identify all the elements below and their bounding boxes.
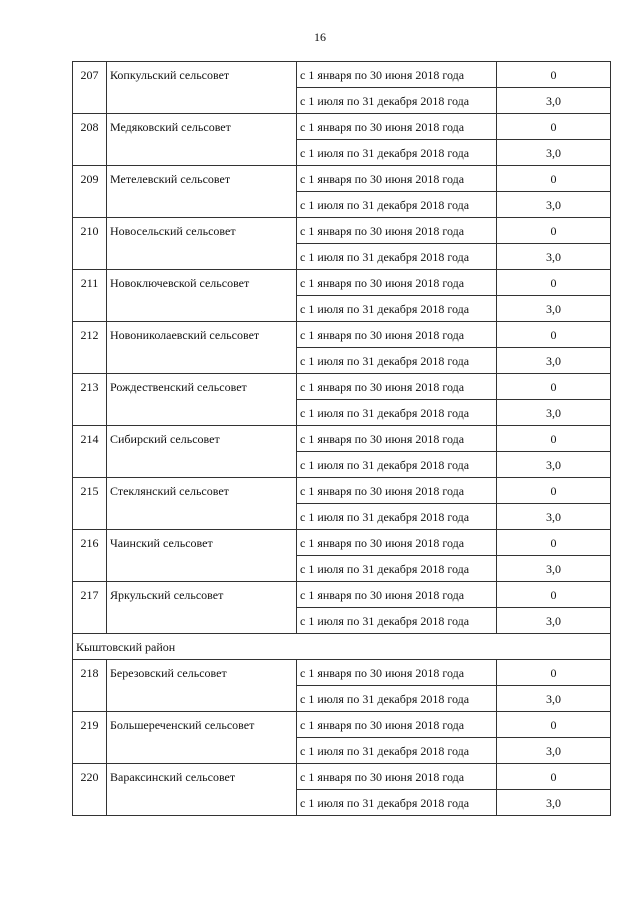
row-number: 214 bbox=[73, 426, 107, 478]
rate-cell: 0 bbox=[497, 660, 611, 686]
rate-cell: 0 bbox=[497, 322, 611, 348]
table-row bbox=[73, 478, 611, 504]
rate-cell: 0 bbox=[497, 478, 611, 504]
period-cell: с 1 июля по 31 декабря 2018 года bbox=[297, 244, 497, 270]
rate-cell: 3,0 bbox=[497, 556, 611, 582]
period-cell: с 1 июля по 31 декабря 2018 года bbox=[297, 88, 497, 114]
district-header-row bbox=[73, 634, 611, 660]
row-number: 217 bbox=[73, 582, 107, 634]
municipality-name: Чаинский сельсовет bbox=[107, 530, 297, 582]
table-row bbox=[73, 218, 611, 244]
municipality-name: Новосельский сельсовет bbox=[107, 218, 297, 270]
rate-cell: 3,0 bbox=[497, 192, 611, 218]
municipality-name: Большереченский сельсовет bbox=[107, 712, 297, 764]
row-number: 212 bbox=[73, 322, 107, 374]
table-row bbox=[73, 62, 611, 88]
period-cell: с 1 января по 30 июня 2018 года bbox=[297, 270, 497, 296]
municipality-name: Метелевский сельсовет bbox=[107, 166, 297, 218]
period-cell: с 1 июля по 31 декабря 2018 года bbox=[297, 296, 497, 322]
period-cell: с 1 июля по 31 декабря 2018 года bbox=[297, 400, 497, 426]
rate-cell: 0 bbox=[497, 166, 611, 192]
rate-cell: 3,0 bbox=[497, 686, 611, 712]
rate-cell: 0 bbox=[497, 270, 611, 296]
table-row bbox=[73, 660, 611, 686]
rates-table bbox=[72, 61, 611, 816]
period-cell: с 1 января по 30 июня 2018 года bbox=[297, 582, 497, 608]
period-cell: с 1 января по 30 июня 2018 года bbox=[297, 530, 497, 556]
period-cell: с 1 января по 30 июня 2018 года bbox=[297, 218, 497, 244]
rate-cell: 3,0 bbox=[497, 296, 611, 322]
municipality-name: Вараксинский сельсовет bbox=[107, 764, 297, 816]
table-row bbox=[73, 530, 611, 556]
table-row bbox=[73, 114, 611, 140]
period-cell: с 1 января по 30 июня 2018 года bbox=[297, 478, 497, 504]
rate-cell: 0 bbox=[497, 530, 611, 556]
period-cell: с 1 июля по 31 декабря 2018 года bbox=[297, 686, 497, 712]
row-number: 218 bbox=[73, 660, 107, 712]
municipality-name: Стеклянский сельсовет bbox=[107, 478, 297, 530]
period-cell: с 1 января по 30 июня 2018 года bbox=[297, 426, 497, 452]
rate-cell: 3,0 bbox=[497, 88, 611, 114]
rate-cell: 0 bbox=[497, 764, 611, 790]
rate-cell: 3,0 bbox=[497, 452, 611, 478]
row-number: 208 bbox=[73, 114, 107, 166]
rate-cell: 0 bbox=[497, 218, 611, 244]
rate-cell: 3,0 bbox=[497, 790, 611, 816]
table-row bbox=[73, 764, 611, 790]
period-cell: с 1 января по 30 июня 2018 года bbox=[297, 764, 497, 790]
period-cell: с 1 января по 30 июня 2018 года bbox=[297, 660, 497, 686]
rate-cell: 3,0 bbox=[497, 140, 611, 166]
municipality-name: Рождественский сельсовет bbox=[107, 374, 297, 426]
rates-table-body bbox=[73, 62, 611, 816]
municipality-name: Новоключевской сельсовет bbox=[107, 270, 297, 322]
period-cell: с 1 января по 30 июня 2018 года bbox=[297, 322, 497, 348]
municipality-name: Березовский сельсовет bbox=[107, 660, 297, 712]
rate-cell: 3,0 bbox=[497, 400, 611, 426]
table-row bbox=[73, 374, 611, 400]
row-number: 210 bbox=[73, 218, 107, 270]
rate-cell: 0 bbox=[497, 426, 611, 452]
table-row bbox=[73, 426, 611, 452]
page-number: 16 bbox=[314, 30, 326, 44]
rate-cell: 3,0 bbox=[497, 608, 611, 634]
period-cell: с 1 июля по 31 декабря 2018 года bbox=[297, 192, 497, 218]
rate-cell: 3,0 bbox=[497, 504, 611, 530]
period-cell: с 1 января по 30 июня 2018 года bbox=[297, 374, 497, 400]
municipality-name: Сибирский сельсовет bbox=[107, 426, 297, 478]
period-cell: с 1 июля по 31 декабря 2018 года bbox=[297, 608, 497, 634]
rate-cell: 0 bbox=[497, 114, 611, 140]
rate-cell: 3,0 bbox=[497, 348, 611, 374]
table-row bbox=[73, 582, 611, 608]
period-cell: с 1 января по 30 июня 2018 года bbox=[297, 712, 497, 738]
period-cell: с 1 июля по 31 декабря 2018 года bbox=[297, 140, 497, 166]
table-row bbox=[73, 322, 611, 348]
rate-cell: 0 bbox=[497, 712, 611, 738]
district-name: Кыштовский район bbox=[73, 634, 611, 660]
municipality-name: Медяковский сельсовет bbox=[107, 114, 297, 166]
rate-cell: 3,0 bbox=[497, 738, 611, 764]
row-number: 216 bbox=[73, 530, 107, 582]
period-cell: с 1 января по 30 июня 2018 года bbox=[297, 62, 497, 88]
period-cell: с 1 января по 30 июня 2018 года bbox=[297, 166, 497, 192]
period-cell: с 1 июля по 31 декабря 2018 года bbox=[297, 738, 497, 764]
row-number: 220 bbox=[73, 764, 107, 816]
row-number: 207 bbox=[73, 62, 107, 114]
table-row bbox=[73, 166, 611, 192]
period-cell: с 1 июля по 31 декабря 2018 года bbox=[297, 348, 497, 374]
table-row bbox=[73, 270, 611, 296]
rate-cell: 3,0 bbox=[497, 244, 611, 270]
rate-cell: 0 bbox=[497, 582, 611, 608]
period-cell: с 1 июля по 31 декабря 2018 года bbox=[297, 504, 497, 530]
municipality-name: Яркульский сельсовет bbox=[107, 582, 297, 634]
rate-cell: 0 bbox=[497, 374, 611, 400]
row-number: 219 bbox=[73, 712, 107, 764]
row-number: 215 bbox=[73, 478, 107, 530]
period-cell: с 1 января по 30 июня 2018 года bbox=[297, 114, 497, 140]
period-cell: с 1 июля по 31 декабря 2018 года bbox=[297, 452, 497, 478]
table-row bbox=[73, 712, 611, 738]
row-number: 211 bbox=[73, 270, 107, 322]
municipality-name: Новониколаевский сельсовет bbox=[107, 322, 297, 374]
rate-cell: 0 bbox=[497, 62, 611, 88]
row-number: 213 bbox=[73, 374, 107, 426]
municipality-name: Копкульский сельсовет bbox=[107, 62, 297, 114]
period-cell: с 1 июля по 31 декабря 2018 года bbox=[297, 790, 497, 816]
row-number: 209 bbox=[73, 166, 107, 218]
period-cell: с 1 июля по 31 декабря 2018 года bbox=[297, 556, 497, 582]
